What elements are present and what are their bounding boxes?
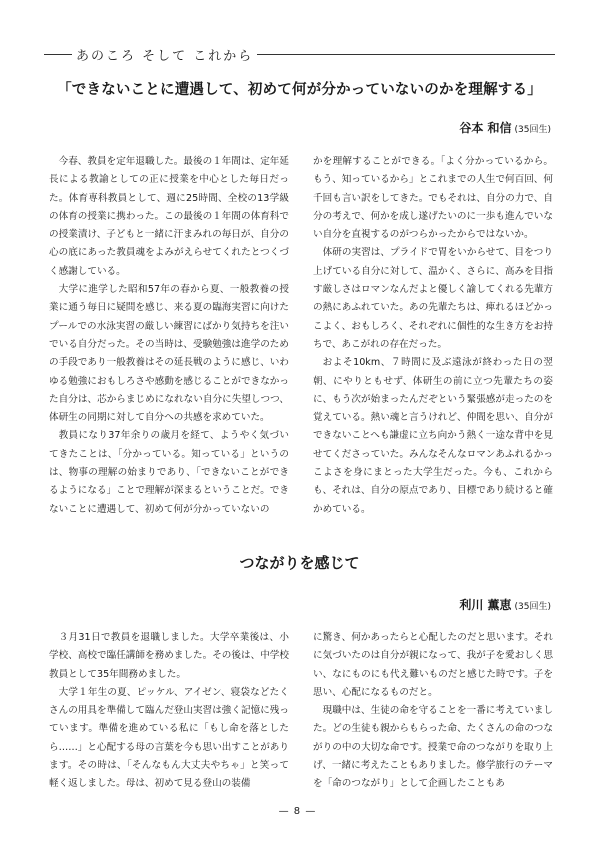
header-rule-left	[44, 54, 72, 55]
article2-byline	[459, 596, 551, 613]
article1-class: (35回生)	[514, 125, 551, 135]
article2-author: 利川 薫恵	[459, 598, 512, 612]
article1-author: 谷本 和信	[459, 121, 512, 135]
article2-title: つながりを感じて	[239, 554, 360, 572]
paragraph: 教員になり37年余りの歳月を経て、ようやく気づいてきたことは、「分かっている。知っている」というのは、物事の理解の始まりであり、「できないことができるようになる」ことで理解が深まるということだ。できないことに遭遇して、初めて何が分かっていないの	[49, 430, 289, 515]
article1-title: 「できないことに遭遇して、初めて何が分かっていないのかを理解する」	[57, 82, 542, 98]
article1-column-right	[313, 153, 553, 519]
section-header	[44, 44, 555, 64]
header-rule-right	[257, 54, 555, 55]
paragraph: およそ10km、７時間に及ぶ遠泳が終わった日の翌朝、にやりともせず、体研生の前に立つ先輩たちの姿に、もう次が始まったんだぞという緊張感が走ったのを覚えている。熱い魂と言うけれど、仲間を思い、自分ができないことへも謙虚に立ち向かう熱く一途な背中を見せてくださっていた。みんなそんなロマンあふれるかっこよさを身にまとった大学生だった。今も、これからも、それは、自分の原点であり、目標であり続けると確かめている。	[313, 357, 553, 515]
paragraph: 大学１年生の夏、ピッケル、アイゼン、寝袋などたくさんの用具を準備して臨んだ登山実習は強く記憶に残っています。準備を進めている私に「もし命を落としたら……」と心配する母の言葉を今も思い出すことがあります。その時は、「そんなもん大丈夫やちゃ」と笑って軽く返しました。母は、初めて見る登山の装備	[49, 686, 289, 790]
paragraph: 現職中は、生徒の命を守ることを一番に考えていました。どの生徒も親からもらった命、たくさんの命のつながりの中の大切な命です。授業で命のつながりを取り上げ、一緒に考えたこともありました。修学旅行のテーマを「命のつながり」として企画したこともあ	[313, 705, 553, 790]
paragraph: 今春、教員を定年退職した。最後の１年間は、定年延長による教諭としての正に授業を中心とした毎日だった。体育専科教員として、週に25時間、全校の13学級の体育の授業に携わった。この最後の１年間の体育科での授業漬け、子どもと一緒に汗まみれの毎日が、自分の心の底にあった教員魂をよみがえらせてくれたとつくづく感謝している。	[49, 156, 289, 277]
paragraph: ３月31日で教員を退職しました。大学卒業後は、小学校、高校で臨任講師を務めました。その後は、中学校教員として35年間務めました。	[49, 632, 289, 680]
section-title: あのころ そして これから	[76, 48, 254, 64]
paragraph: に驚き、何かあったらと心配したのだと思います。それに気づいたのは自分が親になって、我が子を愛おしく思い、なにものにも代え難いものだと感じた時です。子を思い、心配になるものだと。	[313, 632, 553, 698]
paragraph: 大学に進学した昭和57年の春から夏、一般教養の授業に通う毎日に疑問を感じ、来る夏の臨海実習に向けたプールでの水泳実習の厳しい練習にばかり気持ちを注いでいる自分だった。その当時は、受験勉強は進学のための手段であり一般教養はその延長戦のように感じ、いわゆる勉強におもしろさや感動を感じることができなかった自分は、芯からまじめになれない自分に失望しつつ、体研生の同期に対して自分への共感を求めていた。	[49, 284, 289, 424]
article2-class: (35回生)	[514, 602, 551, 612]
paragraph: 体研の実習は、プライドで胃をいからせて、目をつり上げている自分に対して、温かく、さらに、高みを目指す厳しさはロマンなんだよと優しく諭してくれる先輩方の熱にあふれていた。あの先輩たちは、痺れるほどかっこよく、おもしろく、それぞれに個性的な生き方をお持ちで、あこがれの存在だった。	[313, 247, 553, 350]
paragraph: かを理解することができる。「よく分かっているから。もう、知っているから」とこれまでの人生で何百回、何千回も言い訳をしてきた。でもそれは、自分の力で、自分の考えで、何かを成し遂げたいのに一歩も進んでいない自分を直視するのがつらかったからではないか。	[313, 156, 553, 241]
article1-byline	[459, 119, 551, 136]
page-number: — 8 —	[278, 806, 317, 817]
article2-column-left	[49, 629, 289, 794]
article2-column-right	[313, 629, 553, 794]
article1-column-left	[49, 153, 289, 519]
